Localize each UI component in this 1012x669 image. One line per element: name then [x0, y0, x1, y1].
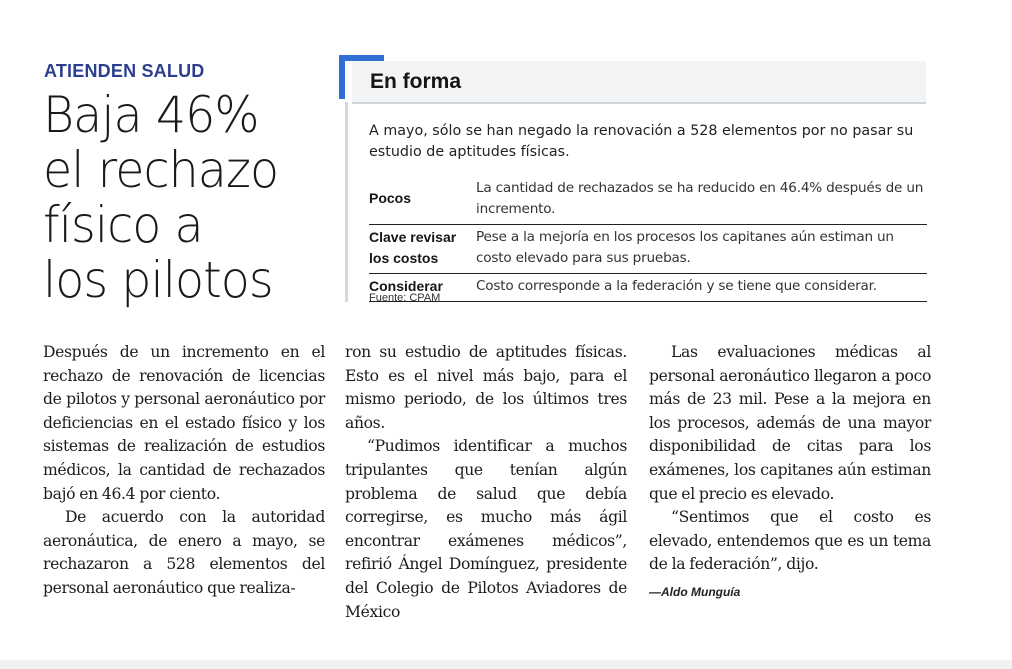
article-paragraph: De acuerdo con la autoridad aeronáutica, de enero a mayo, se rechazaron a 528 elementos del personal aeronáutico que realiza- — [43, 508, 325, 597]
headline-line: los pilotos — [43, 251, 273, 309]
byline: —Aldo Munguía — [649, 584, 741, 599]
article-paragraph: Las evaluaciones médicas al personal aeronáutico llegaron a poco más de 23 mil. Pese a la mejora en los procesos, además de una mayor disponibilidad de citas para los exámenes, los capitanes aún estiman que el precio es elevado. — [649, 343, 931, 503]
sidebar-row-text: La cantidad de rechazados se ha reducido en 46.4% después de un incremento. — [476, 180, 924, 217]
sidebar-row-text: Costo corresponde a la federación y se tiene que considerar. — [476, 278, 877, 294]
sidebar-row-text: Pese a la mejoría en los procesos los capitanes aún estiman un costo elevado para sus pruebas. — [476, 229, 894, 266]
sidebar-source: Fuente: CPAM — [369, 292, 441, 304]
article-column-1 — [43, 341, 325, 601]
article-column-2 — [345, 341, 627, 624]
page-bottom-strip — [0, 660, 1012, 669]
article-paragraph: ron su estudio de aptitudes físicas. Esto es el nivel más bajo, para el mismo periodo, de los últimos tres años. — [345, 343, 627, 432]
sidebar-title: En forma — [370, 70, 462, 93]
sidebar-accent-left — [339, 55, 345, 99]
kicker: ATIENDEN SALUD — [44, 61, 205, 81]
sidebar-row-label: Pocos — [369, 190, 412, 206]
sidebar-header — [352, 61, 926, 104]
sidebar-rule — [345, 102, 348, 302]
article-column-3 — [649, 341, 931, 605]
headline-line: Baja 46% — [43, 86, 259, 144]
sidebar-row-label: Clave revisar los costos — [369, 229, 457, 266]
sidebar-row-label: Considerar — [369, 278, 443, 294]
sidebar-row — [369, 274, 927, 302]
article-paragraph: “Pudimos identificar a muchos tripulantes que tenían algún problema de salud que debía corregirse, es mucho más ágil encontrar exámenes médicos”, refirió Ángel Domínguez, presidente del Colegio de Pilotos Aviadores de México — [345, 437, 627, 621]
sidebar-row — [369, 176, 927, 225]
sidebar-row — [369, 225, 927, 274]
sidebar-intro: A mayo, sólo se han negado la renovación a 528 elementos por no pasar su estudio de aptitudes físicas. — [369, 123, 914, 160]
headline-line: el rechazo — [43, 141, 279, 199]
sidebar-table — [369, 176, 927, 302]
headline — [43, 88, 333, 308]
headline-line: físico a — [43, 196, 203, 254]
article-paragraph: Después de un incremento en el rechazo de renovación de licencias de pilotos y personal aeronáutico por deficiencias en el estado físico y los sistemas de realización de estudios médicos, la cantidad de rechazados bajó en 46.4 por ciento. — [43, 343, 325, 503]
article-paragraph: “Sentimos que el costo es elevado, entendemos que es un tema de la federación”, dijo. — [649, 508, 931, 574]
